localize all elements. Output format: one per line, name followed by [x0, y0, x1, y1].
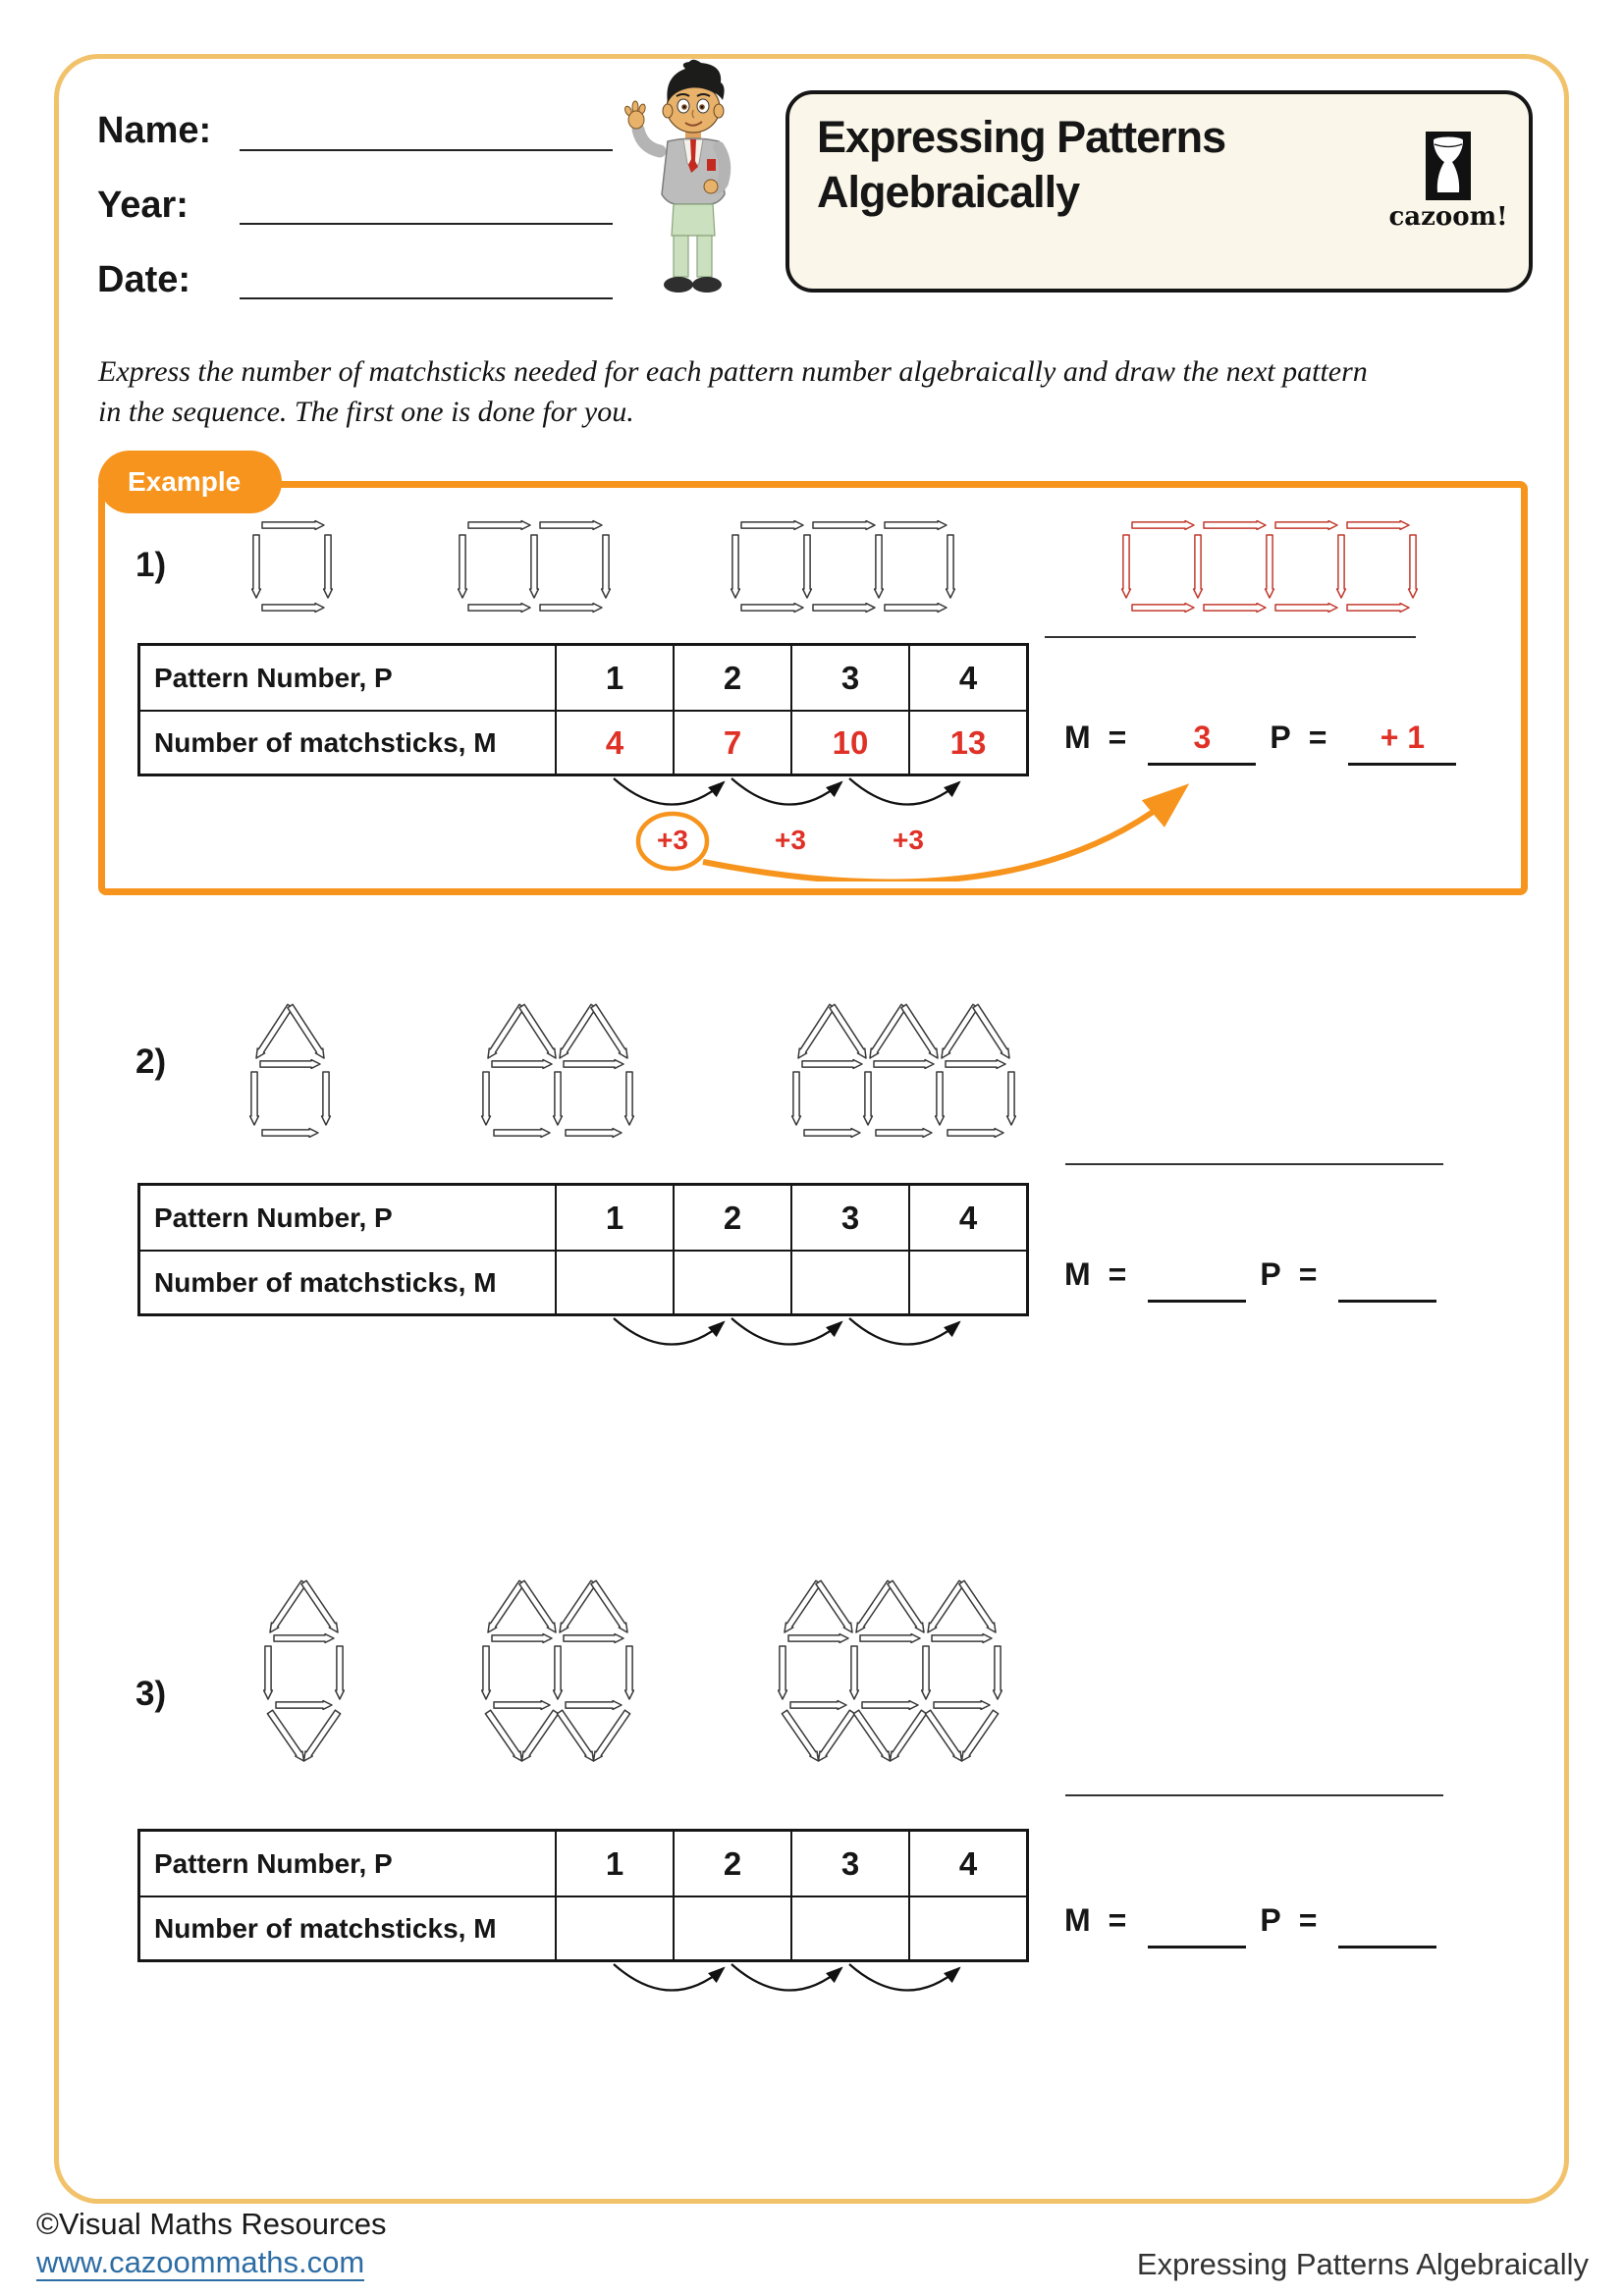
- title-line-1: Expressing Patterns: [817, 112, 1226, 162]
- q2-pattern-3: [791, 1000, 1016, 1141]
- q1-p-2: 2: [673, 646, 790, 710]
- q3-m-4[interactable]: [908, 1896, 1026, 1959]
- q2-p-3: 3: [790, 1186, 908, 1250]
- q1-answer-row: [1064, 720, 1456, 766]
- q2-table: [137, 1183, 1029, 1316]
- q1-p-3: 3: [790, 646, 908, 710]
- q1-m-2: 7: [673, 710, 790, 774]
- q1-m-1: 4: [555, 710, 673, 774]
- q1-pattern-3: [731, 518, 955, 614]
- date-label: Date:: [97, 259, 191, 300]
- name-input-line[interactable]: [240, 149, 613, 151]
- cazoom-logo-text: cazoom!: [1388, 202, 1508, 232]
- q3-row1-header: Pattern Number, P: [154, 1847, 393, 1879]
- q2-pattern-2: [481, 1000, 634, 1141]
- q1-diff-label-3: +3: [893, 825, 924, 855]
- date-input-line[interactable]: [240, 297, 613, 299]
- q3-pattern-3: [778, 1576, 1002, 1768]
- worksheet-title: [817, 110, 1386, 220]
- footer-worksheet-title: Expressing Patterns Algebraically: [1136, 2247, 1589, 2281]
- q2-m-4[interactable]: [908, 1250, 1026, 1313]
- q1-table: [137, 643, 1029, 776]
- footer-website-link[interactable]: [36, 2245, 364, 2280]
- q3-m-equals: =: [1108, 1902, 1127, 1938]
- instructions-line-2: in the sequence. The first one is done for you.: [98, 396, 634, 428]
- q3-m-2[interactable]: [673, 1896, 790, 1959]
- q3-p-blank[interactable]: [1338, 1902, 1436, 1949]
- q2-p-equals: =: [1298, 1256, 1318, 1292]
- q2-row2-header: Number of matchsticks, M: [140, 1250, 555, 1313]
- year-input-line[interactable]: [240, 223, 613, 225]
- question-3-number: 3): [135, 1675, 167, 1713]
- q2-m-3[interactable]: [790, 1250, 908, 1313]
- q1-pattern-4-answer: [1121, 518, 1418, 614]
- q3-p-2: 2: [673, 1832, 790, 1896]
- q1-m-answer: 3: [1193, 720, 1212, 755]
- q3-p-3: 3: [790, 1832, 908, 1896]
- q2-m-1[interactable]: [555, 1250, 673, 1313]
- q1-drawing-line[interactable]: [1045, 636, 1416, 638]
- q3-m-blank[interactable]: [1148, 1902, 1246, 1949]
- q2-m-equals: =: [1108, 1256, 1127, 1292]
- q3-difference-arrows: [555, 1959, 1026, 2012]
- q3-pattern-1: [263, 1576, 345, 1768]
- year-label: Year:: [97, 185, 189, 226]
- instructions-line-1: Express the number of matchsticks needed for each pattern number algebraically and draw the next pattern: [98, 355, 1368, 388]
- q1-p-blank: [1348, 720, 1456, 766]
- q1-m-equals: =: [1108, 720, 1127, 755]
- q2-p-blank[interactable]: [1338, 1256, 1436, 1303]
- q2-pattern-1: [249, 1000, 331, 1141]
- footer-copyright: ©Visual Maths Resources: [36, 2207, 387, 2241]
- q3-m-label: M: [1064, 1902, 1091, 1938]
- q3-answer-row: [1064, 1902, 1436, 1949]
- q1-p-4: 4: [908, 646, 1026, 710]
- title-line-2: Algebraically: [817, 167, 1080, 217]
- q1-p-label: P: [1270, 720, 1291, 755]
- q2-row1-header: Pattern Number, P: [154, 1201, 393, 1233]
- q3-table: [137, 1829, 1029, 1962]
- q1-m-blank: [1148, 720, 1256, 766]
- q3-m-1[interactable]: [555, 1896, 673, 1959]
- q1-row1-header: Pattern Number, P: [154, 662, 393, 693]
- q2-m-blank[interactable]: [1148, 1256, 1246, 1303]
- q2-p-1: 1: [555, 1186, 673, 1250]
- q3-p-equals: =: [1298, 1902, 1318, 1938]
- q1-diff-label-1: +3: [657, 825, 688, 855]
- name-label: Name:: [97, 110, 212, 151]
- q2-m-label: M: [1064, 1256, 1091, 1292]
- q3-drawing-line[interactable]: [1065, 1794, 1443, 1796]
- q3-pattern-2: [481, 1576, 634, 1768]
- q1-m-label: M: [1064, 720, 1091, 755]
- q2-answer-row: [1064, 1256, 1436, 1303]
- cazoom-drum-icon: [1426, 132, 1471, 200]
- footer-website-text[interactable]: www.cazoommaths.com: [36, 2245, 365, 2279]
- q3-p-label: P: [1260, 1902, 1281, 1938]
- q1-difference-arrows: [555, 774, 1026, 827]
- q1-pattern-1: [251, 518, 333, 614]
- q3-p-4: 4: [908, 1832, 1026, 1896]
- q3-m-3[interactable]: [790, 1896, 908, 1959]
- q2-p-4: 4: [908, 1186, 1026, 1250]
- instructions: [98, 351, 1571, 432]
- q2-m-2[interactable]: [673, 1250, 790, 1313]
- q3-p-1: 1: [555, 1832, 673, 1896]
- q1-p-answer: + 1: [1380, 720, 1426, 755]
- q1-p-equals: =: [1308, 720, 1327, 755]
- question-2-number: 2): [135, 1042, 167, 1081]
- q1-m-4: 13: [908, 710, 1026, 774]
- q2-p-2: 2: [673, 1186, 790, 1250]
- q2-p-label: P: [1260, 1256, 1281, 1292]
- q3-row2-header: Number of matchsticks, M: [140, 1896, 555, 1959]
- q1-p-1: 1: [555, 646, 673, 710]
- q1-diff-label-2: +3: [775, 825, 806, 855]
- q1-m-3: 10: [790, 710, 908, 774]
- q2-difference-arrows: [555, 1313, 1026, 1366]
- q2-drawing-line[interactable]: [1065, 1163, 1443, 1165]
- q1-row2-header: Number of matchsticks, M: [140, 710, 555, 774]
- question-1-number: 1): [135, 546, 167, 584]
- q1-pattern-2: [458, 518, 611, 614]
- example-tab: Example: [98, 451, 282, 513]
- cartoon-boy-illustration: [617, 57, 764, 302]
